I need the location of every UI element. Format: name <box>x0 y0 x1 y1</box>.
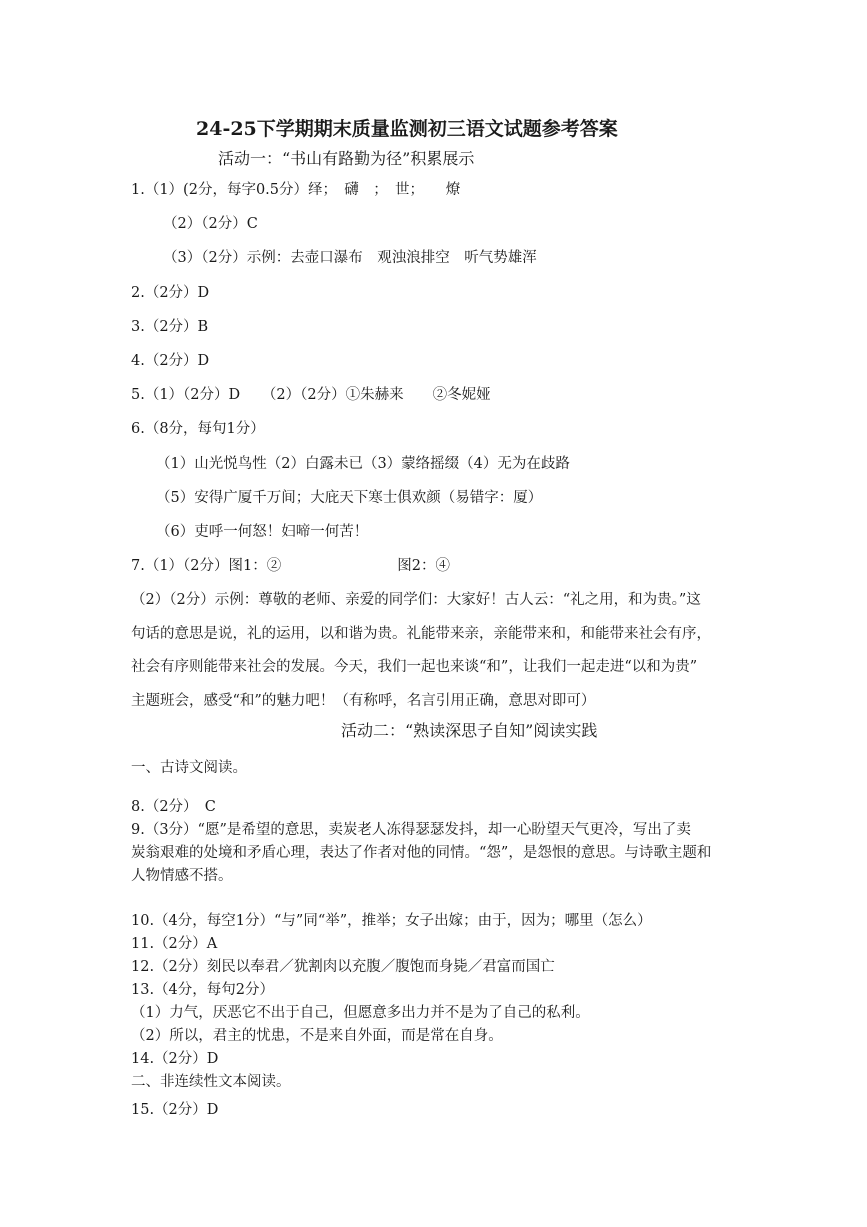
answer-q7-part2-line4: 主题班会，感受“和”的魅力吧！（有称呼，名言引用正确，意思对即可） <box>131 693 596 709</box>
answer-q6-line3: （6）吏呼一何怒！妇啼一何苦！ <box>156 524 369 540</box>
answer-q13-line2: （2）所以，君主的忧患，不是来自外面，而是常在自身。 <box>131 1028 503 1044</box>
answer-q4: 4.（2分）D <box>131 353 210 369</box>
answer-q7-part1: 7.（1）（2分）图1：② 图2：④ <box>131 558 450 574</box>
answer-q13: 13.（4分，每句2分） <box>131 982 275 998</box>
answer-q12: 12.（2分）刻民以奉君／犹割肉以充腹／腹饱而身毙／君富而国亡 <box>131 959 555 975</box>
answer-q7-part2-line3: 社会有序则能带来社会的发展。今天，我们一起也来谈“和”，让我们一起走进“以和为贵” <box>131 659 698 675</box>
answer-q9-line1: 9.（3分）“愿”是希望的意思，卖炭老人冻得瑟瑟发抖，却一心盼望天气更冷，写出了卖 <box>131 822 691 838</box>
answer-q5: 5.（1）（2分）D （2）（2分）①朱赫来 ②冬妮娅 <box>131 387 491 403</box>
answer-q10: 10.（4分，每空1分）“与”同“举”，推举；女子出嫁；由于，因为；哪里（怎么） <box>131 913 652 929</box>
section-2-heading: 二、非连续性文本阅读。 <box>131 1074 291 1090</box>
answer-q3: 3.（2分）B <box>131 319 209 335</box>
answer-q6: 6.（8分，每句1分） <box>131 421 265 437</box>
answer-q9-line2: 炭翁艰难的处境和矛盾心理，表达了作者对他的同情。“怨”，是怨恨的意思。与诗歌主题和 <box>131 845 712 861</box>
answer-q11: 11.（2分）A <box>131 936 218 952</box>
answer-q2: 2.（2分）D <box>131 285 210 301</box>
answer-q9-line3: 人物情感不搭。 <box>131 868 233 884</box>
answer-q1-part1: 1.（1）(2分，每字0.5分）绎； 礴 ； 世； 燎 <box>131 182 461 198</box>
answer-q15: 15.（2分）D <box>131 1102 219 1118</box>
answer-q13-line1: （1）力气，厌恶它不出于自己，但愿意多出力并不是为了自己的私利。 <box>131 1005 590 1021</box>
document-title: 24-25下学期期末质量监测初三语文试题参考答案 <box>196 118 618 140</box>
answer-q14: 14.（2分）D <box>131 1051 219 1067</box>
answer-q7-part2-line2: 句话的意思是说，礼的运用，以和谐为贵。礼能带来亲，亲能带来和，和能带来社会有序， <box>131 626 711 642</box>
activity-1-heading: 活动一：“书山有路勤为径”积累展示 <box>218 149 475 168</box>
answer-q6-line1: （1）山光悦鸟性（2）白露未已（3）蒙络摇缀（4）无为在歧路 <box>156 456 570 472</box>
activity-2-heading: 活动二：“熟读深思子自知”阅读实践 <box>341 721 598 740</box>
answer-q1-part3: （3）（2分）示例：去壶口瀑布 观浊浪排空 听气势雄浑 <box>163 250 537 266</box>
answer-q6-line2: （5）安得广厦千万间；大庇天下寒士俱欢颜（易错字：厦） <box>156 490 543 506</box>
answer-q7-part2-line1: （2）（2分）示例：尊敬的老师、亲爱的同学们：大家好！古人云：“礼之用，和为贵。”这 <box>131 592 701 608</box>
section-1-heading: 一、古诗文阅读。 <box>131 760 247 776</box>
answer-q8: 8.（2分） C <box>131 799 216 815</box>
answer-q1-part2: （2）（2分）C <box>163 216 258 232</box>
